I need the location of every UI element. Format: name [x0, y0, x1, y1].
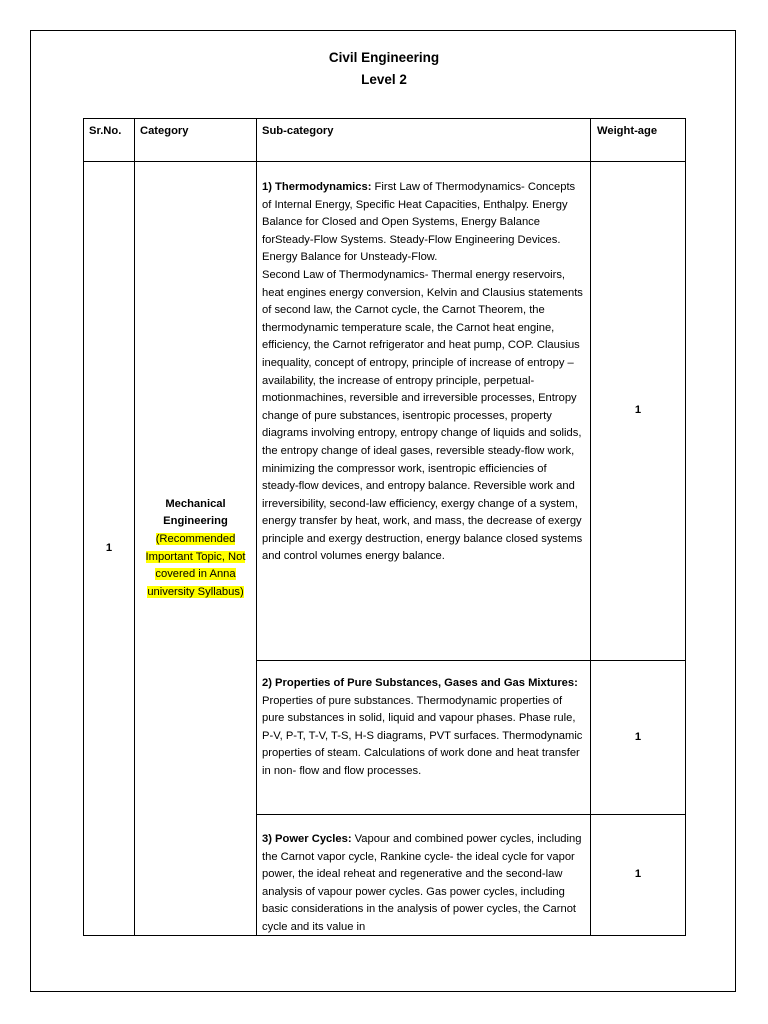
sub-category-text: Second Law of Thermodynamics- Thermal energy reservoirs, heat engines energy conversion, Kelvin and Clausius statements of second law, the Carnot cycle, the Carnot Theorem, the thermodynamic temperature scale, the Carnot heat engine, efficiency, the Carnot refrigerator and heat pump, COP. Clausius inequality, concept of entropy, principle of increase of entropy – availability, the increase of entropy principle, perpetual-motionmachines, reversible and irreversible processes, Entropy change of pure substances, isentropic processes, property diagrams involving entropy, entropy change of liquids and solids, the entropy change of ideal gases, reversible steady-flow work, minimizing the compressor work, isentropic efficiencies of steady-flow devices, and entropy balance. Reversible work and irreversibility, second-law efficiency, exergy change of a system, energy transfer by heat, work, and mass, the decrease of exergy principle and exergy destruction, energy balance closed systems and control volumes energy balance. [262, 268, 583, 563]
table-row [84, 162, 686, 661]
weightage-cell: 1 [591, 661, 686, 815]
weightage-cell: 1 [591, 162, 686, 661]
sub-category-text: Properties of pure substances. Thermodynamic properties of pure substances in solid, liquid and vapour phases. Phase rule, P-V, P-T, T-V, T-S, H-S diagrams, PVT surfaces. Thermodynamic properties of steam. Calculations of work done and heat transfer in non- flow and flow processes. [262, 694, 583, 777]
column-header-sr-no: Sr.No. [84, 119, 135, 162]
sr-no-cell: 1 [84, 162, 135, 936]
category-note-highlighted: (Recommended Important Topic, Not covered in Anna university Syllabus) [145, 532, 246, 598]
column-header-sub-category: Sub-category [257, 119, 591, 162]
sub-category-text: First Law of Thermodynamics- Concepts of Internal Energy, Specific Heat Capacities, Enthalpy. Energy Balance for Closed and Open Systems, Energy Balance forSteady-Flow Systems. Steady-Flow Engineering Devices. Energy Balance for Unsteady-Flow. [262, 181, 576, 264]
syllabus-table [83, 118, 686, 936]
column-header-weightage: Weight-age [591, 119, 686, 162]
document-subtitle: Level 2 [361, 72, 407, 87]
table-header-row [84, 119, 686, 162]
sub-category-cell [257, 661, 591, 815]
sub-category-cell [257, 162, 591, 661]
sub-category-heading: 3) Power Cycles: [262, 833, 352, 845]
weightage-cell: 1 [591, 815, 686, 936]
sub-category-heading: 2) Properties of Pure Substances, Gases and Gas Mixtures: [262, 677, 578, 689]
category-name: Mechanical Engineering [163, 497, 228, 528]
document-title: Civil Engineering [328, 50, 440, 65]
category-cell [135, 162, 257, 936]
column-header-category: Category [135, 119, 257, 162]
sub-category-cell [257, 815, 591, 936]
sub-category-heading: 1) Thermodynamics: [262, 181, 372, 193]
sub-category-text: Vapour and combined power cycles, including the Carnot vapor cycle, Rankine cycle- the ideal cycle for vapor power, the ideal reheat and regenerative and the second-law analysis of vapour power cycles. Gas power cycles, including basic considerations in the analysis of power cycles, the Carnot cycle and its value in [262, 833, 582, 933]
